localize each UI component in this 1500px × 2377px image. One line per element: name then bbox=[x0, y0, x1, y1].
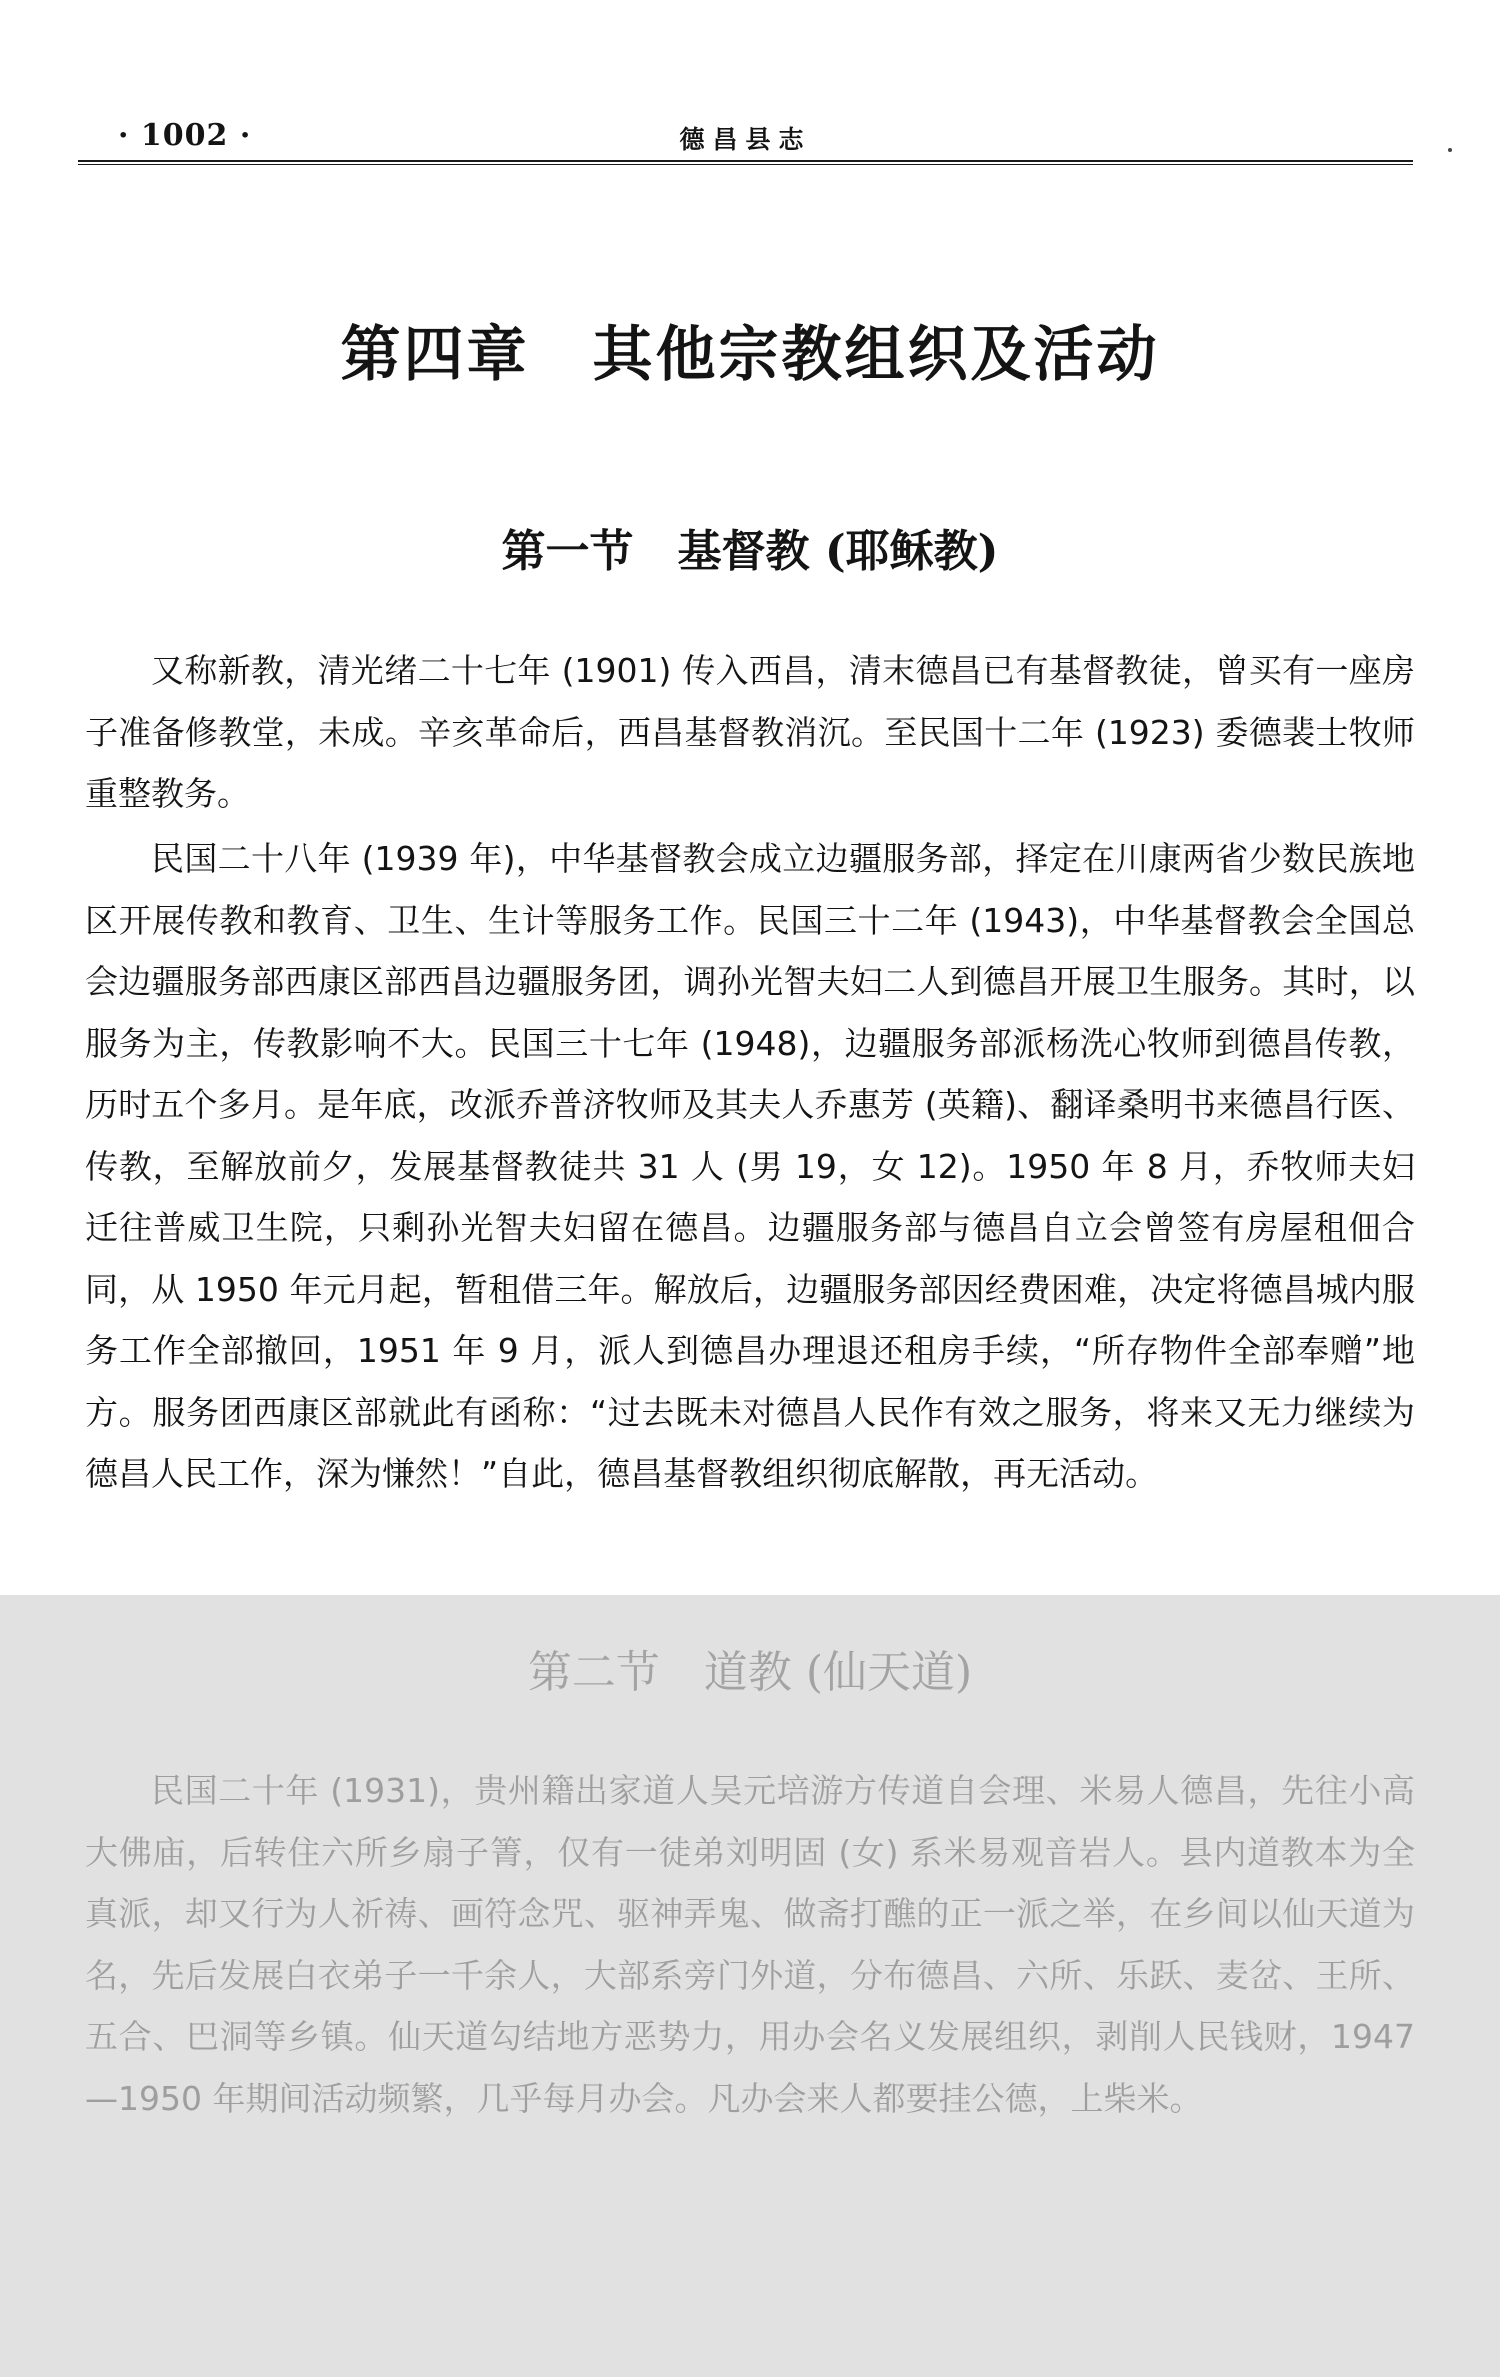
paragraph: 又称新教，清光绪二十七年 (1901) 传入西昌，清末德昌已有基督教徒，曾买有一座房子准备修教堂，未成。辛亥革命后，西昌基督教消沉。至民国十二年 (1923) 委德裴士牧师重整教务。 bbox=[85, 651, 1415, 813]
paragraph: 民国二十年 (1931)，贵州籍出家道人吴元培游方传道自会理、米易人德昌，先往小高大佛庙，后转住六所乡扇子箐，仅有一徒弟刘明固 (女) 系米易观音岩人。县内道教本为全真派，却又行为人祈祷、画符念咒、驱神弄鬼、做斋打醮的正一派之举，在乡间以仙天道为名，先后发展白衣弟子一千余人，大部系旁门外道，分布德昌、六所、乐跃、麦岔、王所、五合、巴洞等乡镇。仙天道勾结地方恶势力，用办会名义发展组织，剥削人民钱财，1947—1950 年期间活动频繁，几乎每月办会。凡办会来人都要挂公德，上柴米。 bbox=[85, 1771, 1415, 2118]
header-rule-thin bbox=[78, 164, 1413, 165]
paragraph: 民国二十八年 (1939 年)，中华基督教会成立边疆服务部，择定在川康两省少数民族地区开展传教和教育、卫生、生计等服务工作。民国三十二年 (1943)，中华基督教会全国总会边疆服务部西康区部西昌边疆服务团，调孙光智夫妇二人到德昌开展卫生服务。其时，以服务为主，传教影响不大。民国三十七年 (1948)，边疆服务部派杨洗心牧师到德昌传教，历时五个多月。是年底，改派乔普济牧师及其夫人乔惠芳 (英籍)、翻译桑明书来德昌行医、传教，至解放前夕，发展基督教徒共 31 人 (男 19，女 12)。1950 年 8 月，乔牧师夫妇迁往普威卫生院，只剩孙光智夫妇留在德昌。边疆服务部与德昌自立会曾签有房屋租佃合同，从 1950 年元月起，暂租借三年。解放后，边疆服务部因经费困难，决定将德昌城内服务工作全部撤回，1951 年 9 月，派人到德昌办理退还租房手续，“所存物件全部奉赠”地方。服务团西康区部就此有函称：“过去既未对德昌人民作有效之服务，将来又无力继续为德昌人民工作，深为慊然！”自此，德昌基督教组织彻底解散，再无活动。 bbox=[85, 839, 1415, 1493]
section-title-christianity: 第一节 基督教 (耶稣教) bbox=[501, 526, 999, 577]
header-rule bbox=[78, 160, 1413, 162]
section-title-taoism: 第二节 道教 (仙天道) bbox=[527, 1647, 973, 1698]
running-header bbox=[78, 108, 1413, 158]
scan-speck bbox=[1448, 148, 1452, 152]
chapter-title: 第四章 其他宗教组织及活动 bbox=[340, 320, 1160, 390]
book-title: 德昌县志 bbox=[679, 125, 812, 154]
page-number: · 1002 · bbox=[118, 118, 252, 153]
